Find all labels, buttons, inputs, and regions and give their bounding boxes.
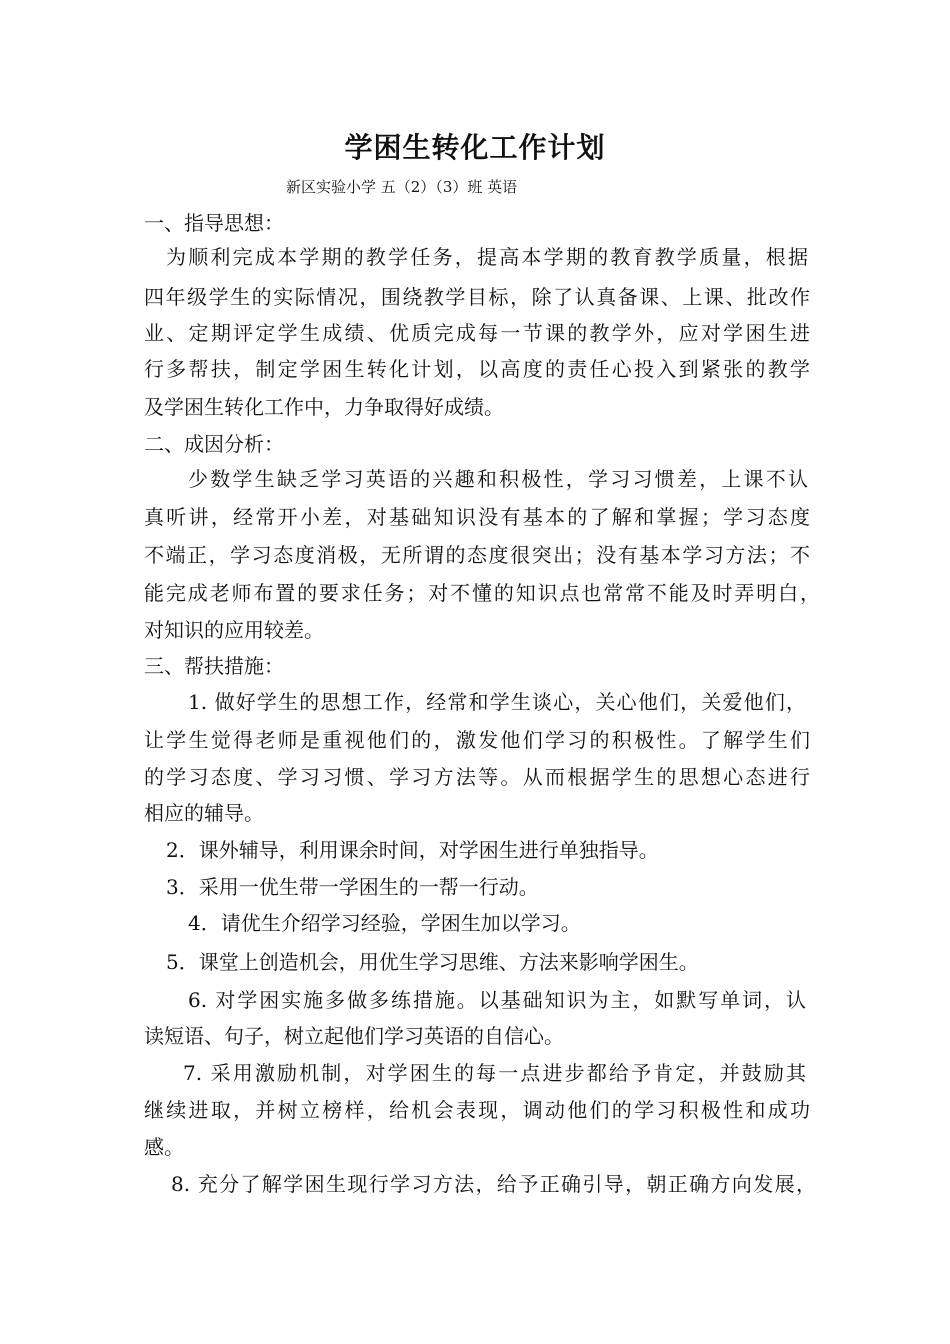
measure-line: 感。	[144, 1135, 184, 1159]
measure-line: 8. 充分了解学困生现行学习方法，给予正确引导，朝正确方向发展，	[171, 1172, 816, 1196]
paragraph-line: 少数学生缺乏学习英语的兴趣和积极性，学习习惯差，上课不认	[188, 467, 808, 491]
measure-line: 让学生觉得老师是重视他们的，激发他们学习的积极性。了解学生们	[144, 728, 810, 752]
measure-line: 读短语、句子，树立起他们学习英语的自信心。	[144, 1024, 564, 1048]
section-heading-guiding-thought: 一、指导思想：	[144, 211, 284, 235]
section-heading-measures: 三、帮扶措施：	[144, 654, 284, 678]
measure-line: 7. 采用激励机制，对学困生的每一点进步都给予肯定，并鼓励其	[183, 1061, 806, 1085]
section-heading-cause-analysis: 二、成因分析：	[144, 432, 284, 456]
measure-line: 4．请优生介绍学习经验，学困生加以学习。	[188, 911, 581, 935]
paragraph-line: 能完成老师布置的要求任务；对不懂的知识点也常常不能及时弄明白，	[144, 581, 820, 605]
paragraph-line: 真听讲，经常开小差，对基础知识没有基本的了解和掌握；学习态度	[144, 505, 810, 529]
measure-line: 5．课堂上创造机会，用优生学习思维、方法来影响学困生。	[166, 950, 699, 974]
paragraph-line: 不端正，学习态度消极，无所谓的态度很突出；没有基本学习方法；不	[144, 543, 810, 567]
measure-line: 3．采用一优生带一学困生的一帮一行动。	[166, 875, 539, 899]
measure-line: 的学习态度、学习习惯、学习方法等。从而根据学生的思想心态进行	[144, 765, 810, 789]
measure-line: 2．课外辅导，利用课余时间，对学困生进行单独指导。	[166, 838, 659, 862]
measure-line: 相应的辅导。	[144, 801, 264, 825]
paragraph-line: 业、定期评定学生成绩、优质完成每一节课的教学外，应对学困生进	[144, 321, 810, 345]
document-title: 学困生转化工作计划	[344, 131, 606, 164]
document-subtitle: 新区实验小学 五（2）（3）班 英语	[286, 178, 518, 196]
paragraph-line: 四年级学生的实际情况，围绕教学目标，除了认真备课、上课、批改作	[144, 285, 810, 309]
paragraph-line: 对知识的应用较差。	[144, 618, 324, 642]
measure-line: 6. 对学困实施多做多练措施。以基础知识为主，如默写单词，认	[188, 988, 806, 1012]
measure-line: 继续进取，并树立榜样，给机会表现，调动他们的学习积极性和成功	[144, 1098, 810, 1122]
paragraph-line: 及学困生转化工作中，力争取得好成绩。	[144, 395, 504, 419]
paragraph-line: 行多帮扶，制定学困生转化计划，以高度的责任心投入到紧张的教学	[144, 357, 810, 381]
paragraph-line: 为顺利完成本学期的教学任务，提高本学期的教育教学质量，根据	[166, 245, 808, 269]
measure-line: 1. 做好学生的思想工作，经常和学生谈心，关心他们，关爱他们，	[188, 690, 806, 714]
